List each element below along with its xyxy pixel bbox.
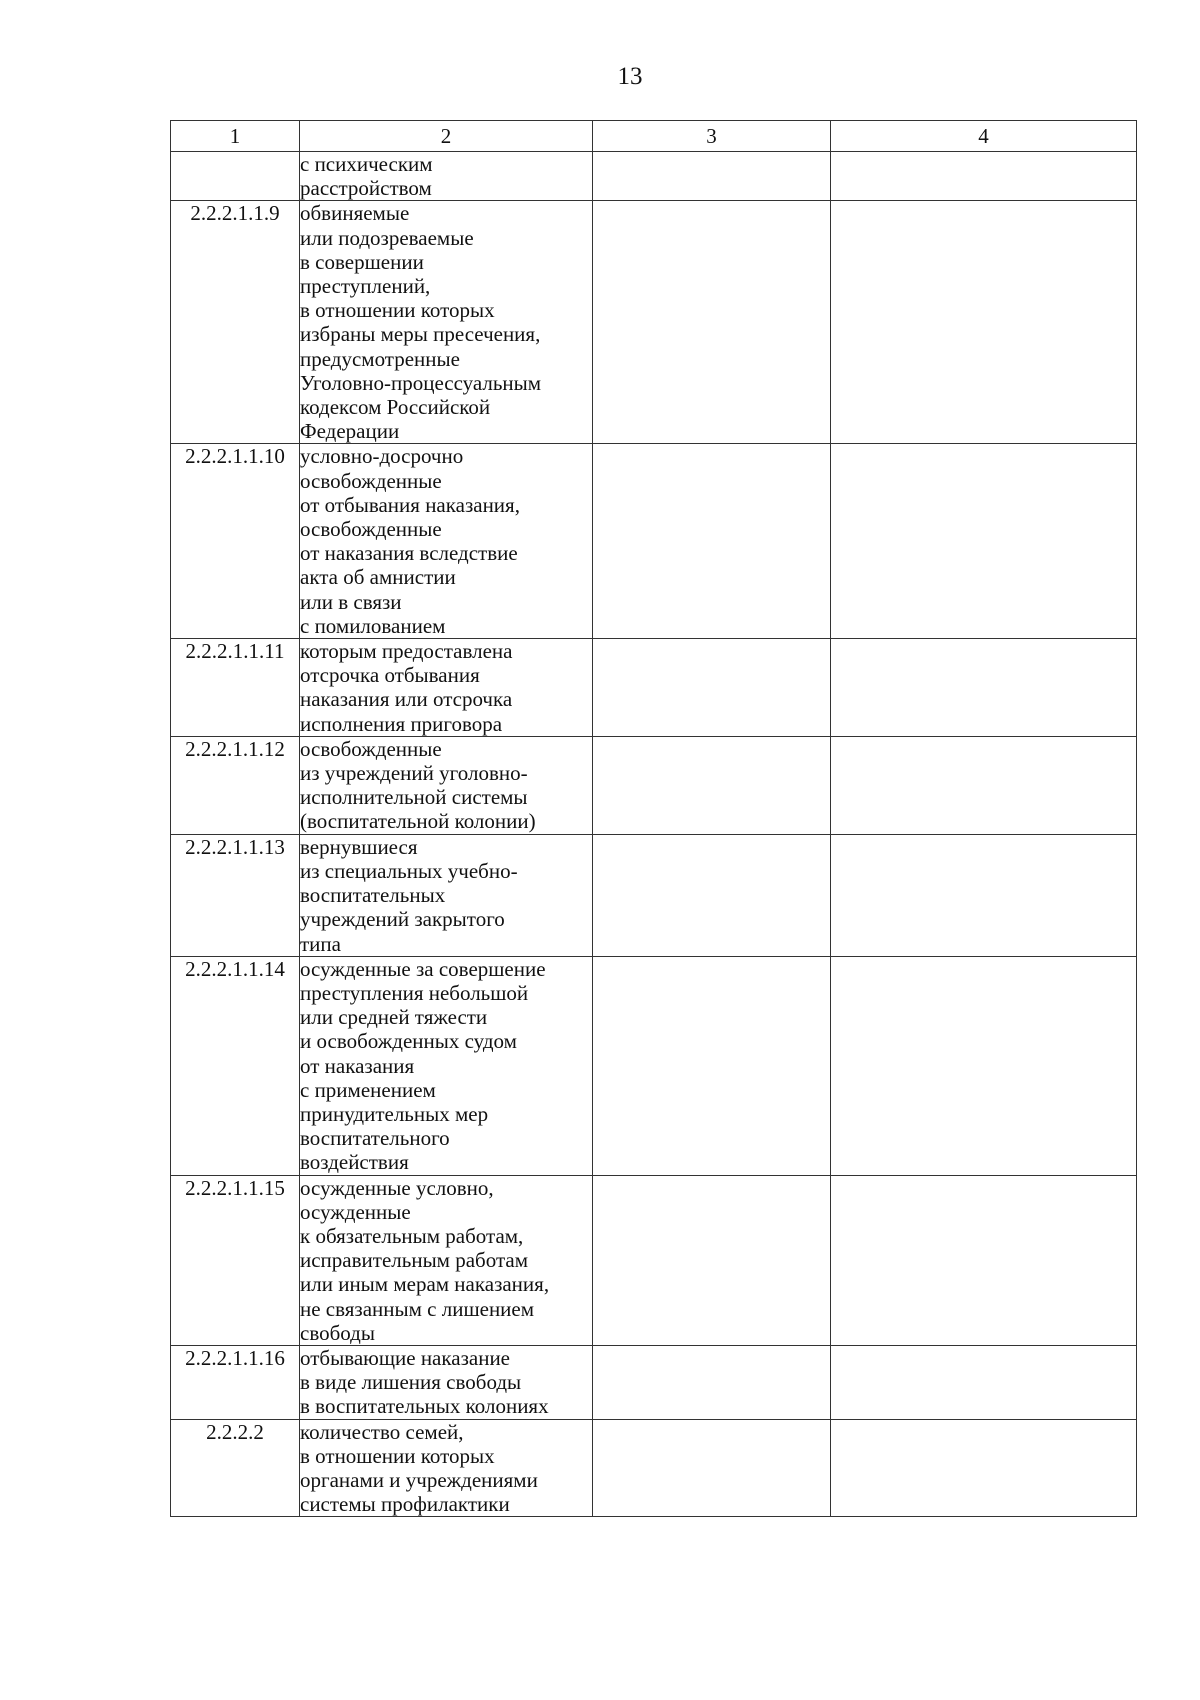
column-4-cell	[831, 1419, 1137, 1517]
column-4-cell	[831, 1345, 1137, 1419]
description-line: освобожденные	[300, 468, 442, 493]
table-row	[171, 736, 1137, 834]
column-3-cell	[593, 639, 831, 737]
column-3-cell	[593, 444, 831, 639]
description-line: в воспитательных колониях	[300, 1394, 549, 1419]
description-line: свободы	[300, 1320, 375, 1345]
row-description-cell	[300, 956, 593, 1175]
description-line: предусмотренные	[300, 346, 460, 371]
description-line: или иным мерам наказания,	[300, 1272, 550, 1297]
column-header-4: 4	[831, 121, 1137, 152]
column-4-cell	[831, 444, 1137, 639]
row-description-cell	[300, 1419, 593, 1517]
description-line: обвиняемые	[300, 201, 410, 226]
row-number-cell: 2.2.2.1.1.15	[171, 1175, 300, 1345]
column-4-cell	[831, 152, 1137, 201]
description-line: исполнения приговора	[300, 711, 503, 736]
column-4-cell	[831, 639, 1137, 737]
description-line: или средней тяжести	[300, 1005, 488, 1030]
description-line: органами и учреждениями	[300, 1467, 538, 1492]
column-4-cell	[831, 834, 1137, 956]
column-3-cell	[593, 736, 831, 834]
description-line: осужденные условно,	[300, 1175, 494, 1200]
page-number: 13	[617, 63, 643, 90]
table-row	[171, 1175, 1137, 1345]
description-line: типа	[300, 931, 341, 956]
description-line: акта об амнистии	[300, 565, 456, 590]
description-line: (воспитательной колонии)	[300, 809, 536, 834]
row-description-cell	[300, 152, 593, 201]
description-line: избраны меры пресечения,	[300, 322, 541, 347]
column-header-3: 3	[593, 121, 831, 152]
row-number-cell: 2.2.2.1.1.9	[171, 201, 300, 444]
table-row	[171, 1419, 1137, 1517]
description-line: и освобожденных судом	[300, 1029, 517, 1054]
description-line: воспитательных	[300, 883, 446, 908]
description-line: вернувшиеся	[300, 834, 418, 859]
description-line: осужденные за совершение	[300, 956, 546, 981]
column-3-cell	[593, 1419, 831, 1517]
row-number-cell: 2.2.2.1.1.16	[171, 1345, 300, 1419]
description-line: от отбывания наказания,	[300, 492, 520, 517]
description-line: к обязательным работам,	[300, 1223, 524, 1248]
row-description-cell	[300, 1345, 593, 1419]
row-description-cell	[300, 639, 593, 737]
table-row	[171, 956, 1137, 1175]
description-line: учреждений закрытого	[300, 907, 505, 932]
description-line: не связанным с лишением	[300, 1296, 535, 1321]
row-number-cell: 2.2.2.2	[171, 1419, 300, 1517]
description-line: воспитательного	[300, 1126, 450, 1151]
description-line: воздействия	[300, 1150, 409, 1175]
description-line: в виде лишения свободы	[300, 1370, 522, 1395]
column-3-cell	[593, 152, 831, 201]
row-number-cell: 2.2.2.1.1.12	[171, 736, 300, 834]
description-line: с помилованием	[300, 613, 446, 638]
description-line: из специальных учебно-	[300, 858, 518, 883]
table-row	[171, 1345, 1137, 1419]
table-body	[171, 152, 1137, 1517]
column-3-cell	[593, 834, 831, 956]
table-row	[171, 201, 1137, 444]
row-description-cell	[300, 834, 593, 956]
description-line: преступления небольшой	[300, 980, 529, 1005]
description-line: исправительным работам	[300, 1248, 528, 1273]
description-line: условно-досрочно	[300, 444, 464, 469]
column-4-cell	[831, 201, 1137, 444]
row-number-cell	[171, 152, 300, 201]
description-line: освобожденные	[300, 736, 442, 761]
description-line: в отношении которых	[300, 298, 495, 323]
description-line: системы профилактики	[300, 1492, 510, 1517]
description-line: кодексом Российской	[300, 395, 491, 420]
column-3-cell	[593, 1345, 831, 1419]
description-line: расстройством	[300, 176, 432, 201]
description-line: от наказания вследствие	[300, 541, 518, 566]
description-line: преступлений,	[300, 274, 431, 299]
description-line: Федерации	[300, 419, 400, 444]
data-table	[170, 120, 1137, 1517]
row-number-cell: 2.2.2.1.1.13	[171, 834, 300, 956]
description-line: из учреждений уголовно-	[300, 761, 528, 786]
description-line: наказания или отсрочка	[300, 687, 513, 712]
column-4-cell	[831, 736, 1137, 834]
table-row	[171, 152, 1137, 201]
row-description-cell	[300, 736, 593, 834]
table-row	[171, 444, 1137, 639]
column-3-cell	[593, 1175, 831, 1345]
column-header-1: 1	[171, 121, 300, 152]
description-line: в отношении которых	[300, 1443, 495, 1468]
description-line: с применением	[300, 1077, 436, 1102]
description-line: исполнительной системы	[300, 785, 528, 810]
column-4-cell	[831, 1175, 1137, 1345]
description-line: с психическим	[300, 152, 433, 176]
column-header-2: 2	[300, 121, 593, 152]
column-3-cell	[593, 201, 831, 444]
row-number-cell: 2.2.2.1.1.14	[171, 956, 300, 1175]
row-description-cell	[300, 201, 593, 444]
description-line: осужденные	[300, 1199, 411, 1224]
row-number-cell: 2.2.2.1.1.11	[171, 639, 300, 737]
column-4-cell	[831, 956, 1137, 1175]
column-3-cell	[593, 956, 831, 1175]
table-row	[171, 639, 1137, 737]
description-line: отбывающие наказание	[300, 1345, 510, 1370]
description-line: или в связи	[300, 589, 402, 614]
row-number-cell: 2.2.2.1.1.10	[171, 444, 300, 639]
description-line: освобожденные	[300, 517, 442, 542]
description-line: Уголовно-процессуальным	[300, 370, 542, 395]
table-row	[171, 834, 1137, 956]
description-line: от наказания	[300, 1053, 415, 1078]
row-description-cell	[300, 444, 593, 639]
description-line: или подозреваемые	[300, 225, 474, 250]
description-line: количество семей,	[300, 1419, 464, 1444]
description-line: принудительных мер	[300, 1101, 489, 1126]
description-line: которым предоставлена	[300, 639, 513, 664]
description-line: в совершении	[300, 249, 424, 274]
description-line: отсрочка отбывания	[300, 663, 480, 688]
row-description-cell	[300, 1175, 593, 1345]
table-header-row	[171, 121, 1137, 152]
